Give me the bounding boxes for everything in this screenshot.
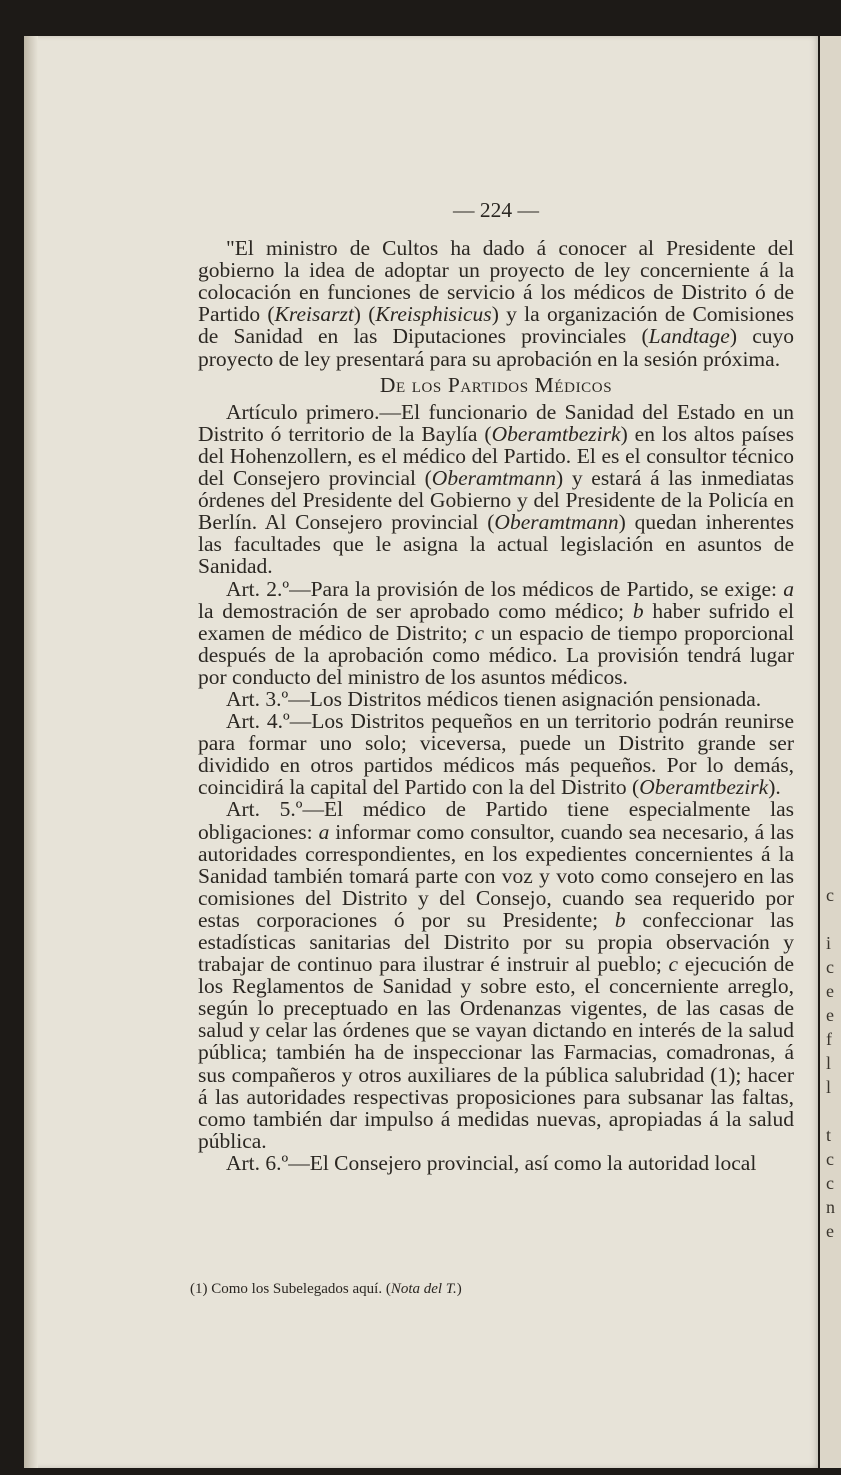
article-4: Art. 4.º—Los Distritos pequeños en un territorio podrán reunirse para formar uno solo; viceversa, puede un Distrito grande ser dividido en otros partidos médicos más pequeños. Por lo demás, coincidirá la capital del Partido con la del Distrito (Oberamtbezirk). [198,709,794,800]
adjacent-page-char: l [826,1053,832,1073]
intro-paragraph: "El ministro de Cultos ha dado á conocer al Presidente del gobierno la idea de adoptar un proyecto de ley concerniente á la colocación en funciones de servicio á los médicos de Distrito ó de Partido (Kreisarzt) (Kreisphisicus) y la organización de Comisiones de Sanidad en las Diputaciones provinciales (Landtage) cuyo proyecto de ley presentará para su aprobación en la sesión próxima. [198,236,794,371]
adjacent-page-char: i [826,933,832,953]
article-6: Art. 6.º—El Consejero provincial, así como la autoridad local [226,1150,757,1175]
adjacent-page-char: c [826,1173,834,1193]
adjacent-page-char: e [826,981,834,1001]
article-2: Art. 2.º—Para la provisión de los médicos de Partido, se exige: a la demostración de ser aprobado como médico; b haber sufrido el examen de médico de Distrito; c un espacio de tiempo proporcional después de la aprobación como médico. La provisión tendrá lugar por conducto del ministro de los asuntos médicos. [198,576,795,689]
article-1: Artículo primero.—El funcionario de Sanidad del Estado en un Distrito ó territorio de la Baylía (Oberamtbezirk) en los altos países del Hohenzollern, es el médico del Partido. El es el consultor técnico del Consejero provincial (Oberamtmann) y estará á las inmediatas órdenes del Presidente del Gobierno y del Presidente de la Policía en Berlín. Al Consejero provincial (Oberamtmann) quedan inherentes las facultades que le asigna la actual legislación en asuntos de Sanidad. [198,399,794,579]
book-page [24,36,818,1468]
adjacent-page-char: l [826,1077,832,1097]
adjacent-page-char: f [826,1029,832,1049]
footnote: (1) Como los Subelegados aquí. (Nota del T.) [190,1281,462,1297]
article-5: Art. 5.º—El médico de Partido tiene especialmente las obligaciones: a informar como consultor, cuando sea necesario, á las autoridades correspondientes, en los expedientes concernientes á la Sanidad también tomará parte con voz y voto como consejero en las comisiones del Distrito y del Consejo, cuando sea requerido por estas corporaciones ó por su Presidente; b confeccionar las estadísticas sanitarias del Distrito por su propia observación y trabajar de continuo para ilustrar é instruir al pueblo; c ejecución de los Reglamentos de Sanidad y sobre esto, el concerniente arreglo, según lo preceptuado en las Ordenanzas vigentes, de las casas de salud y celar las órdenes que se vayan dictando en interés de la salud pública; también ha de inspeccionar las Farmacias, comadronas, á sus compañeros y otros auxiliares de la pública salubridad (1); hacer á las autoridades respectivas proposiciones para subsanar las faltas, como también dar impulso á medidas nuevas, apropiadas á la salud pública. [198,797,794,1153]
section-heading: De los Partidos Médicos [379,372,613,397]
adjacent-page-edge [820,36,841,1468]
adjacent-page-char: t [826,1125,832,1145]
article-3: Art. 3.º—Los Distritos médicos tienen asignación pensionada. [226,686,762,711]
adjacent-page-char: c [826,1149,834,1169]
adjacent-page-char: e [826,1005,834,1025]
adjacent-page-char: e [826,1221,834,1241]
page-number: — 224 — [453,198,539,222]
adjacent-page-char: c [826,957,834,977]
adjacent-page-char: c [826,885,834,905]
page-body [198,199,794,1174]
adjacent-page-char: n [826,1197,835,1217]
